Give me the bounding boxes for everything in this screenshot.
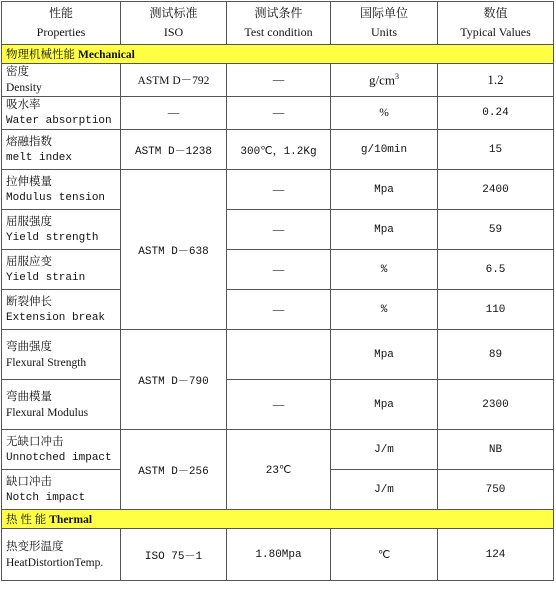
property-label-en: HeatDistortionTemp. <box>6 556 104 569</box>
unit-cell: $g/cm^3$ <box>331 64 438 97</box>
property-label-zh: 热变形温度 <box>6 540 64 553</box>
property-label-en: Modulus tension <box>6 191 106 204</box>
value-cell: 750 <box>438 470 554 510</box>
header-typical-values: 数值 Typical Values <box>438 2 554 45</box>
unit-cell: Mpa <box>331 330 438 380</box>
property-label-zh: 缺口冲击 <box>6 475 52 488</box>
property-label-zh: 屈服强度 <box>6 215 52 228</box>
property-label-en: Flexural Modulus <box>6 406 89 419</box>
table-row-unnotched-impact <box>2 430 554 470</box>
table-row-yield-strength <box>2 210 554 250</box>
value-cell: 15 <box>438 130 554 170</box>
condition-cell: — <box>227 380 331 430</box>
section-thermal <box>2 510 554 529</box>
table-row-flexural-modulus <box>2 380 554 430</box>
property-label-en: Water absorption <box>6 115 112 127</box>
unit-cell: % <box>331 250 438 290</box>
section-title-zh: 物理机械性能 <box>6 49 75 61</box>
property-label-zh: 拉伸模量 <box>6 175 52 188</box>
property-label-zh: 密度 <box>6 66 29 78</box>
property-label-zh: 无缺口冲击 <box>6 435 64 448</box>
header-test-condition: 测试条件 Test condition <box>227 2 331 45</box>
unit-cell: % <box>331 290 438 330</box>
condition-cell: — <box>227 250 331 290</box>
value-cell: 0.24 <box>438 97 554 130</box>
standard-cell: — <box>121 97 227 130</box>
condition-cell: — <box>227 64 331 97</box>
standard-cell: ASTM D－1238 <box>121 130 227 170</box>
unit-cell: ℃ <box>331 529 438 581</box>
unit-cell: Mpa <box>331 380 438 430</box>
value-cell: 6.5 <box>438 250 554 290</box>
header-units: 国际单位 Units <box>331 2 438 45</box>
table-row-yield-strain <box>2 250 554 290</box>
property-label-en: Flexural Strength <box>6 356 87 369</box>
header-iso: 测试标准 ISO <box>121 2 227 45</box>
table-row-heat-distortion <box>2 529 554 581</box>
value-cell: 89 <box>438 330 554 380</box>
unit-cell: Mpa <box>331 170 438 210</box>
property-label-en: Unnotched impact <box>6 451 112 464</box>
unit-cell: Mpa <box>331 210 438 250</box>
value-cell: 124 <box>438 529 554 581</box>
unit-cell: % <box>331 97 438 130</box>
unit-cell: J/m <box>331 470 438 510</box>
standard-cell: ASTM D－638 <box>121 170 227 330</box>
header-row <box>2 2 554 45</box>
condition-cell: — <box>227 290 331 330</box>
property-label-zh: 熔融指数 <box>6 135 52 148</box>
condition-cell-empty <box>227 330 331 380</box>
condition-cell: — <box>227 210 331 250</box>
standard-cell: ISO 75－1 <box>121 529 227 581</box>
property-label-zh: 弯曲模量 <box>6 390 52 403</box>
property-label-zh: 弯曲强度 <box>6 340 52 353</box>
condition-cell: 300℃，1.2Kg <box>227 130 331 170</box>
condition-cell: — <box>227 170 331 210</box>
section-title-en: Mechanical <box>78 49 135 61</box>
table-row-flexural-strength <box>2 330 554 380</box>
property-label-zh: 屈服应变 <box>6 255 52 268</box>
value-cell: NB <box>438 430 554 470</box>
condition-cell: 1.80Mpa <box>227 529 331 581</box>
table-row-extension-break <box>2 290 554 330</box>
unit-cell: g/10min <box>331 130 438 170</box>
property-label-en: Yield strength <box>6 231 99 244</box>
property-label-en: Yield strain <box>6 271 86 284</box>
table-row-water-absorption <box>2 97 554 130</box>
value-cell: 2400 <box>438 170 554 210</box>
table-row-density <box>2 64 554 97</box>
property-label-en: Density <box>6 82 42 94</box>
property-label-en: Extension break <box>6 311 106 324</box>
value-cell: 2300 <box>438 380 554 430</box>
section-title-zh: 热 性 能 <box>6 514 47 526</box>
property-label-en: Notch impact <box>6 491 86 504</box>
property-label-en: melt index <box>6 151 73 164</box>
value-cell: 59 <box>438 210 554 250</box>
unit-cell: J/m <box>331 430 438 470</box>
property-label-zh: 断裂伸长 <box>6 295 52 308</box>
section-mechanical <box>2 45 554 64</box>
condition-cell: — <box>227 97 331 130</box>
standard-cell: ASTM D－256 <box>121 430 227 510</box>
table-row-modulus-tension <box>2 170 554 210</box>
standard-cell: ASTM D－790 <box>121 330 227 430</box>
value-cell: 1.2 <box>438 64 554 97</box>
property-label-zh: 吸水率 <box>6 99 41 111</box>
properties-table <box>1 1 554 581</box>
header-properties: 性能 Properties <box>2 2 121 45</box>
section-title-en: Thermal <box>49 514 93 526</box>
standard-cell: ASTM D－792 <box>121 64 227 97</box>
table-row-melt-index <box>2 130 554 170</box>
value-cell: 110 <box>438 290 554 330</box>
condition-cell: 23℃ <box>227 430 331 510</box>
